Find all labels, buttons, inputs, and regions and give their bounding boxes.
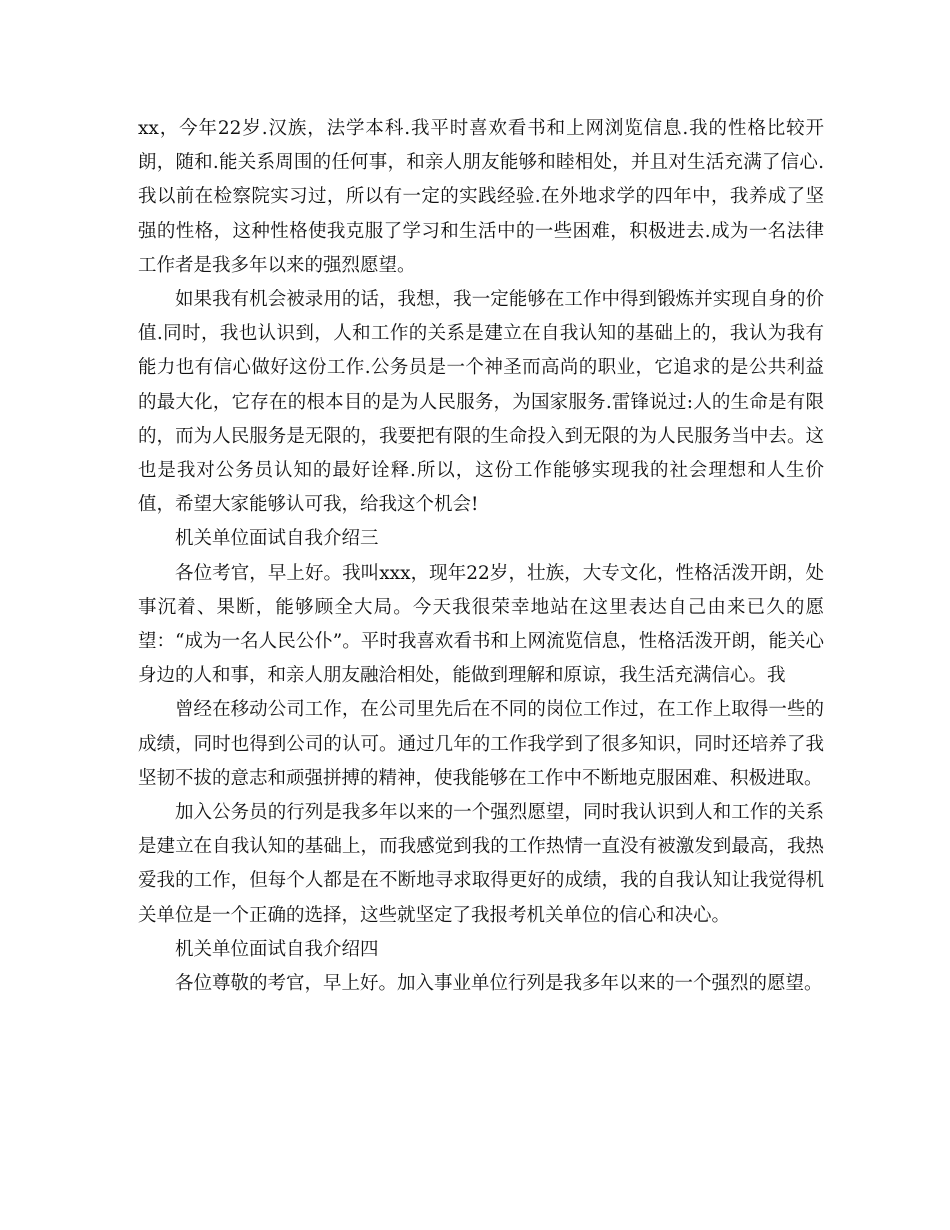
paragraph-hiring-hope: 如果我有机会被录用的话，我想，我一定能够在工作中得到锻炼并实现自身的价值.同时，我也认识到，人和工作的关系是建立在自我认知的基础上的，我认为我有能力也有信心做好这份工作.公务员是一个神圣而高尚的职业，它追求的是公共利益的最大化，它存在的根本目的是为人民服务，为国家服务.雷锋说过:人的生命是有限的，而为人民服务是无限的，我要把有限的生命投入到无限的为人民服务当中去。这也是我对公务员认知的最好诠释.所以，这份工作能够实现我的社会理想和人生价值，希望大家能够认可我，给我这个机会! <box>138 289 824 516</box>
paragraph-intro: xx，今年22岁.汉族，法学本科.我平时喜欢看书和上网浏览信息.我的性格比较开朗，随和.能关系周围的任何事，和亲人朋友能够和睦相处，并且对生活充满了信心.我以前在检察院实习过，所以有一定的实践经验.在外地求学的四年中，我养成了坚强的性格，这种性格使我克服了学习和生活中的一些困难，积极进去.成为一名法律工作者是我多年以来的强烈愿望。 <box>138 118 824 276</box>
paragraph-greeting-three: 各位考官，早上好。我叫xxx，现年22岁，壮族，大专文化，性格活泼开朗，处事沉着、果断，能够顾全大局。今天我很荣幸地站在这里表达自己由来已久的愿望：“成为一名人民公仆”。平时我喜欢看书和上网流览信息，性格活泼开朗，能关心身边的人和事，和亲人朋友融洽相处，能做到理解和原谅，我生活充满信心。我 <box>138 562 824 687</box>
document-body <box>138 112 824 1001</box>
paragraph-civil-service-wish: 加入公务员的行列是我多年以来的一个强烈愿望，同时我认识到人和工作的关系是建立在自我认知的基础上，而我感觉到我的工作热情一直没有被激发到最高，我热爱我的工作，但每个人都是在不断地寻求取得更好的成绩，我的自我认知让我觉得机关单位是一个正确的选择，这些就坚定了我报考机关单位的信心和决心。 <box>138 802 824 926</box>
paragraph-work-experience: 曾经在移动公司工作，在公司里先后在不同的岗位工作过，在工作上取得一些的成绩，同时也得到公司的认可。通过几年的工作我学到了很多知识，同时还培养了我坚韧不拔的意志和顽强拼搏的精神，使我能够在工作中不断地克服困难、积极进取。 <box>138 699 824 789</box>
section-heading-three: 机关单位面试自我介绍三 <box>175 528 379 550</box>
section-heading-four: 机关单位面试自我介绍四 <box>175 938 379 960</box>
paragraph-greeting-four: 各位尊敬的考官，早上好。加入事业单位行列是我多年以来的一个强烈的愿望。 <box>175 973 823 995</box>
